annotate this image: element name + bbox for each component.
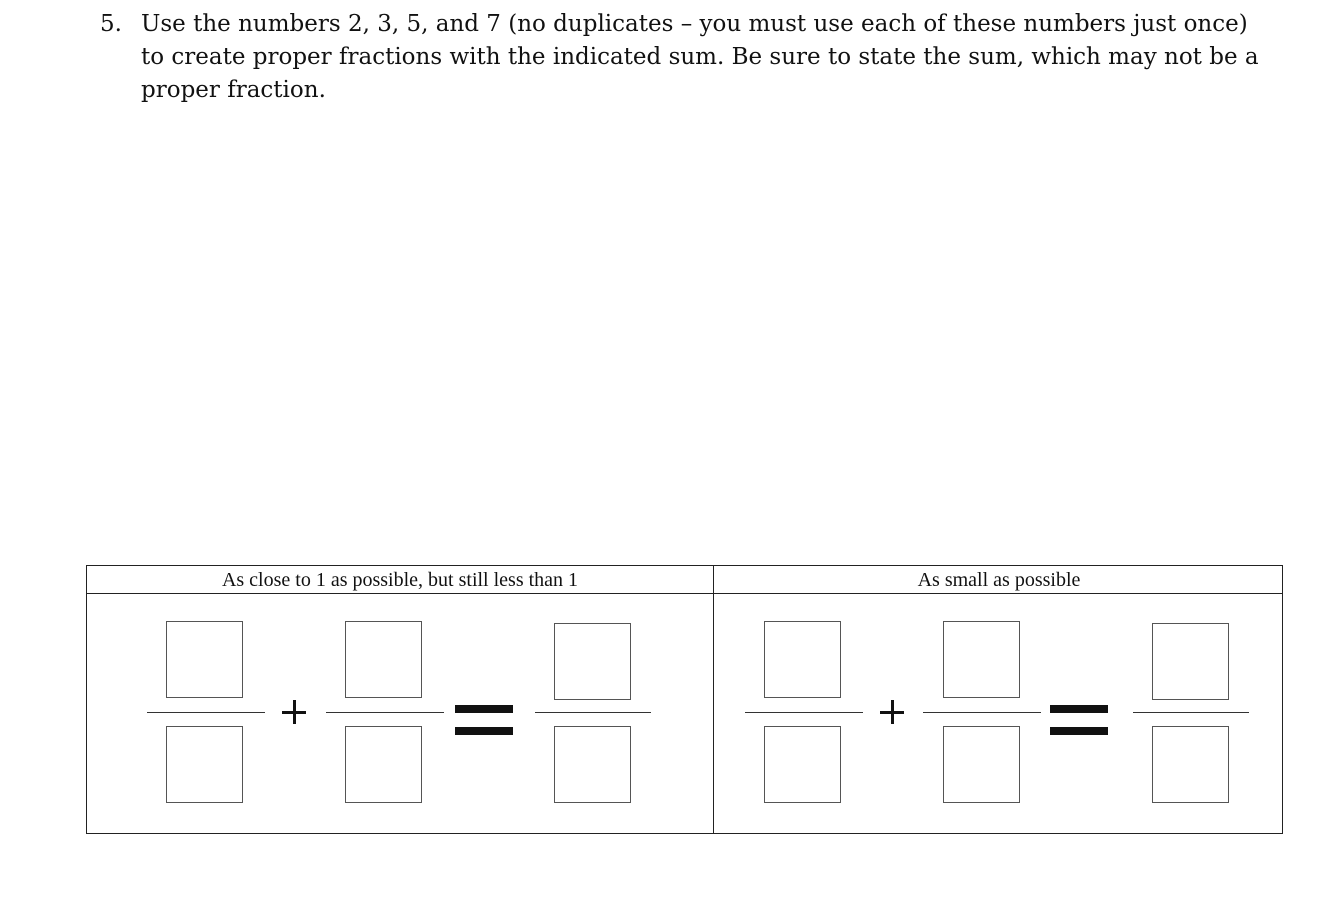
right-fraction2-numerator-box[interactable] (943, 621, 1020, 698)
question-text (141, 8, 1291, 107)
answer-table (86, 565, 1283, 834)
right-fraction1-bar (745, 712, 863, 713)
left-fraction2-denominator-box[interactable] (345, 726, 422, 803)
right-equals-icon (1050, 705, 1108, 735)
right-fraction2-bar (923, 712, 1041, 713)
left-fraction2-numerator-box[interactable] (345, 621, 422, 698)
right-fraction1-denominator-box[interactable] (764, 726, 841, 803)
left-fraction1-denominator-box[interactable] (166, 726, 243, 803)
left-sum-bar (535, 712, 651, 713)
question-line-2: to create proper fractions with the indicated sum. Be sure to state the sum, which may not be a (141, 44, 1259, 70)
right-plus-icon (880, 700, 904, 724)
column-header-close-to-one: As close to 1 as possible, but still less than 1 (221, 569, 579, 591)
question-line-1: Use the numbers 2, 3, 5, and 7 (no duplicates – you must use each of these numbers just once) (141, 11, 1248, 37)
header-divider (87, 593, 1282, 594)
left-equals-icon (455, 705, 513, 735)
left-fraction1-numerator-box[interactable] (166, 621, 243, 698)
left-fraction2-bar (326, 712, 444, 713)
left-sum-denominator-box[interactable] (554, 726, 631, 803)
column-header-as-small-as-possible: As small as possible (917, 569, 1081, 591)
question-line-3: proper fraction. (141, 77, 326, 103)
left-sum-numerator-box[interactable] (554, 623, 631, 700)
right-fraction1-numerator-box[interactable] (764, 621, 841, 698)
column-divider (713, 566, 714, 833)
left-fraction1-bar (147, 712, 265, 713)
right-sum-numerator-box[interactable] (1152, 623, 1229, 700)
right-sum-bar (1133, 712, 1249, 713)
question-number: 5. (100, 11, 122, 37)
left-plus-icon (282, 700, 306, 724)
right-fraction2-denominator-box[interactable] (943, 726, 1020, 803)
right-sum-denominator-box[interactable] (1152, 726, 1229, 803)
